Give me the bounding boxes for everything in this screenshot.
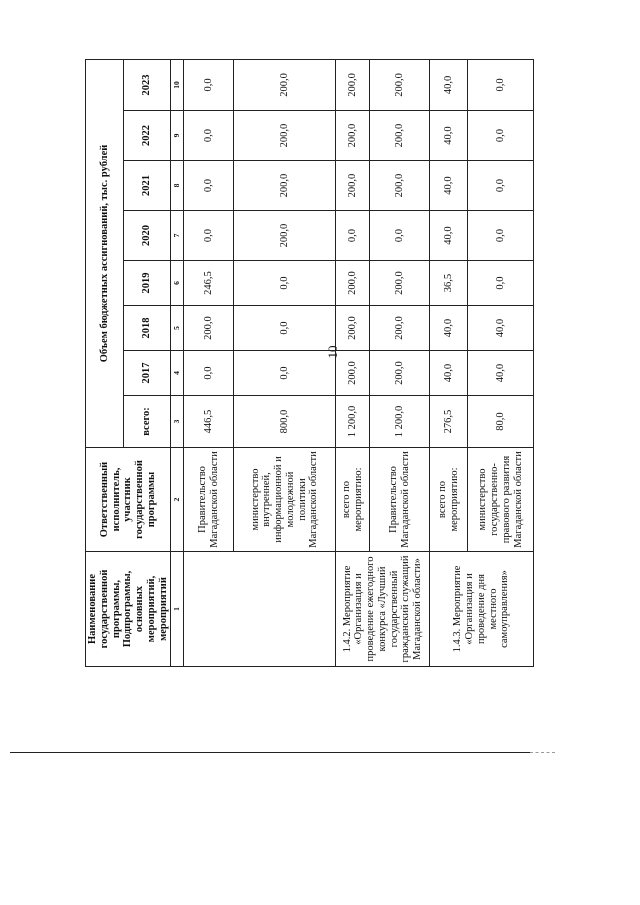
value-cell: 0,0 [234,306,336,351]
column-number: 8 [171,161,184,211]
value-cell: 200,0 [234,59,336,110]
header-year: 2022 [124,111,171,161]
value-cell: 0,0 [468,59,534,110]
value-cell: 0,0 [234,261,336,306]
value-cell: 200,0 [336,306,370,351]
value-cell: 0,0 [184,111,234,161]
header-year: 2023 [124,59,171,110]
value-cell: 80,0 [468,396,534,448]
horizontal-rule-tail [530,752,555,753]
value-cell: 0,0 [234,351,336,396]
activity-name: 1.4.3. Мероприятие «Организация и проведение дня местного самоуправления» [430,552,534,667]
value-cell: 36,5 [430,261,468,306]
header-year: 2017 [124,351,171,396]
value-cell: 0,0 [370,211,430,261]
value-cell: 0,0 [468,211,534,261]
value-cell: 200,0 [336,351,370,396]
value-cell: 200,0 [370,306,430,351]
value-cell: 0,0 [184,161,234,211]
value-cell: 40,0 [430,211,468,261]
value-cell: 0,0 [184,59,234,110]
activity-name: 1.4.2. Мероприятие «Организация и проведение ежегодного конкурса «Лучший государственный гражданский служащий Магаданской области» [336,552,430,667]
value-cell: 200,0 [336,261,370,306]
column-number: 2 [171,448,184,552]
column-number: 1 [171,552,184,667]
executor-cell: Правительство Магаданской области [184,448,234,552]
header-col1: Наименование государственной программы, Подпрограммы, основных мероприятий, мероприятий [86,552,171,667]
value-cell: 1 200,0 [336,396,370,448]
value-cell: 40,0 [430,351,468,396]
value-cell: 200,0 [336,111,370,161]
value-cell: 200,0 [336,59,370,110]
value-cell: 200,0 [184,306,234,351]
header-year: 2019 [124,261,171,306]
executor-cell: министерство государственно-правового развития Магаданской области [468,448,534,552]
rotated-table-wrapper [85,60,528,667]
value-cell: 446,5 [184,396,234,448]
column-number: 7 [171,211,184,261]
header-year: 2020 [124,211,171,261]
value-cell: 200,0 [234,211,336,261]
header-total: всего: [124,396,171,448]
value-cell: 200,0 [370,351,430,396]
value-cell: 200,0 [370,111,430,161]
value-cell: 40,0 [430,59,468,110]
value-cell: 200,0 [370,59,430,110]
value-cell: 800,0 [234,396,336,448]
horizontal-rule [10,752,530,753]
column-number: 6 [171,261,184,306]
value-cell: 200,0 [336,161,370,211]
value-cell: 200,0 [234,161,336,211]
value-cell: 200,0 [234,111,336,161]
value-cell: 200,0 [370,161,430,211]
value-cell: 246,5 [184,261,234,306]
value-cell: 40,0 [430,161,468,211]
header-volume: Объем бюджетных ассигнований, тыс. рублей [86,59,124,447]
value-cell: 0,0 [184,351,234,396]
value-cell: 40,0 [468,351,534,396]
column-number: 5 [171,306,184,351]
executor-cell: всего по мероприятию: [430,448,468,552]
header-year: 2021 [124,161,171,211]
value-cell: 1 200,0 [370,396,430,448]
column-number: 4 [171,351,184,396]
executor-cell: Правительство Магаданской области [370,448,430,552]
value-cell: 200,0 [370,261,430,306]
value-cell: 0,0 [336,211,370,261]
budget-table [85,59,534,667]
activity-name [184,552,336,667]
column-number: 9 [171,111,184,161]
value-cell: 0,0 [184,211,234,261]
value-cell: 0,0 [468,111,534,161]
page-number: 10 [325,345,340,359]
value-cell: 0,0 [468,161,534,211]
value-cell: 0,0 [468,261,534,306]
header-year: 2018 [124,306,171,351]
executor-cell: министерство внутренней, информационной и молодежной политики Магаданской области [234,448,336,552]
value-cell: 40,0 [468,306,534,351]
column-number: 10 [171,59,184,110]
header-col2: Ответственный исполнитель, участник государственной программы [86,448,171,552]
value-cell: 40,0 [430,306,468,351]
value-cell: 40,0 [430,111,468,161]
value-cell: 276,5 [430,396,468,448]
executor-cell: всего по мероприятию: [336,448,370,552]
column-number: 3 [171,396,184,448]
